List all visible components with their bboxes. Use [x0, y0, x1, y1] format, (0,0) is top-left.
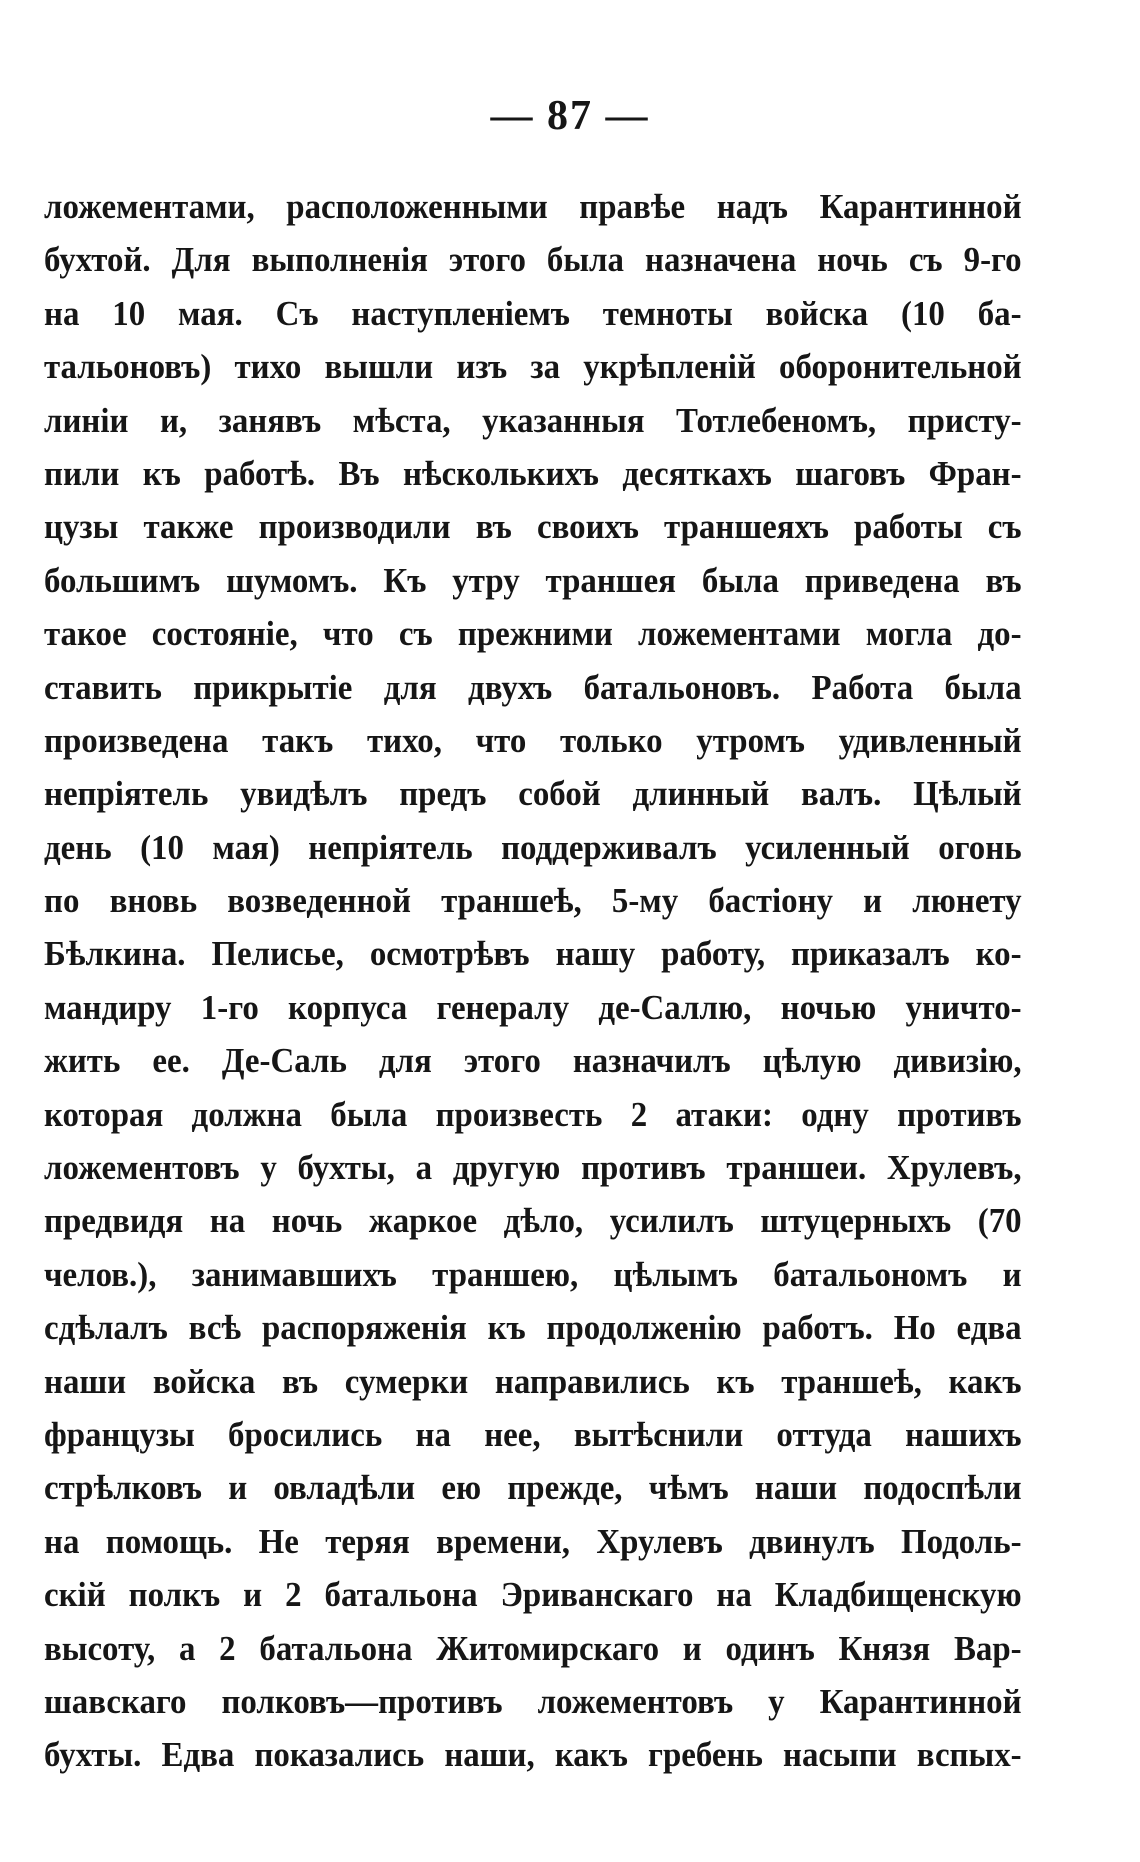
- text-line: челов.), занимавшихъ траншею, цѣлымъ батальономъ и: [44, 1254, 1022, 1294]
- text-line: скій полкъ и 2 батальона Эриванскаго на Кладбищенскую: [44, 1575, 1022, 1615]
- text-line: жить ее. Де-Саль для этого назначилъ цѣлую дивизію,: [44, 1041, 1022, 1081]
- text-line: на помощь. Не теряя времени, Хрулевъ двинулъ Подоль-: [44, 1521, 1022, 1561]
- body-text: [44, 180, 1022, 1782]
- text-line: шавскаго полковъ—противъ ложементовъ у Карантинной: [44, 1681, 1022, 1721]
- text-line: высоту, а 2 батальона Житомирскаго и одинъ Князя Вар-: [44, 1628, 1022, 1668]
- text-line: ставить прикрытіе для двухъ батальоновъ. Работа была: [44, 667, 1022, 707]
- text-line: бухты. Едва показались наши, какъ гребень насыпи вспых-: [44, 1735, 1022, 1775]
- text-line: ложементами, расположенными правѣе надъ Карантинной: [44, 187, 1022, 226]
- text-line: цузы также производили въ своихъ траншеяхъ работы съ: [44, 507, 1022, 547]
- text-line: бухтой. Для выполненія этого была назначена ночь съ 9-го: [44, 240, 1022, 280]
- text-line: стрѣлковъ и овладѣли ею прежде, чѣмъ наши подоспѣли: [44, 1468, 1022, 1508]
- text-line: на 10 мая. Съ наступленіемъ темноты войска (10 ба-: [44, 293, 1022, 333]
- text-line: непріятель увидѣлъ предъ собой длинный валъ. Цѣлый: [44, 774, 1022, 814]
- text-line: наши войска въ сумерки направились къ траншеѣ, какъ: [44, 1361, 1022, 1401]
- text-line: такое состояніе, что съ прежними ложементами могла до-: [44, 614, 1022, 654]
- text-line: тальоновъ) тихо вышли изъ за укрѣпленій оборонительной: [44, 347, 1022, 387]
- text-line: предвидя на ночь жаркое дѣло, усилилъ штуцерныхъ (70: [44, 1201, 1022, 1241]
- text-line: которая должна была произвесть 2 атаки: одну противъ: [44, 1094, 1022, 1134]
- text-line: произведена такъ тихо, что только утромъ удивленный: [44, 720, 1022, 760]
- text-line: день (10 мая) непріятель поддерживалъ усиленный огонь: [44, 827, 1022, 867]
- text-line: сдѣлалъ всѣ распоряженія къ продолженію работъ. Но едва: [44, 1308, 1022, 1348]
- text-line: Бѣлкина. Пелисье, осмотрѣвъ нашу работу, приказалъ ко-: [44, 934, 1022, 974]
- text-line: мандиру 1-го корпуса генералу де-Саллю, ночью уничто-: [44, 987, 1022, 1027]
- text-line: ложементовъ у бухты, а другую противъ траншеи. Хрулевъ,: [44, 1148, 1022, 1188]
- text-line: французы бросились на нее, вытѣснили оттуда нашихъ: [44, 1414, 1022, 1454]
- text-line: пили къ работѣ. Въ нѣсколькихъ десяткахъ шаговъ Фран-: [44, 453, 1022, 493]
- page-number: — 87 —: [490, 93, 650, 139]
- text-line: по вновь возведенной траншеѣ, 5-му бастіону и люнету: [44, 881, 1022, 921]
- text-line: большимъ шумомъ. Къ утру траншея была приведена въ: [44, 560, 1022, 600]
- text-line: линіи и, занявъ мѣста, указанныя Тотлебеномъ, присту-: [44, 400, 1022, 440]
